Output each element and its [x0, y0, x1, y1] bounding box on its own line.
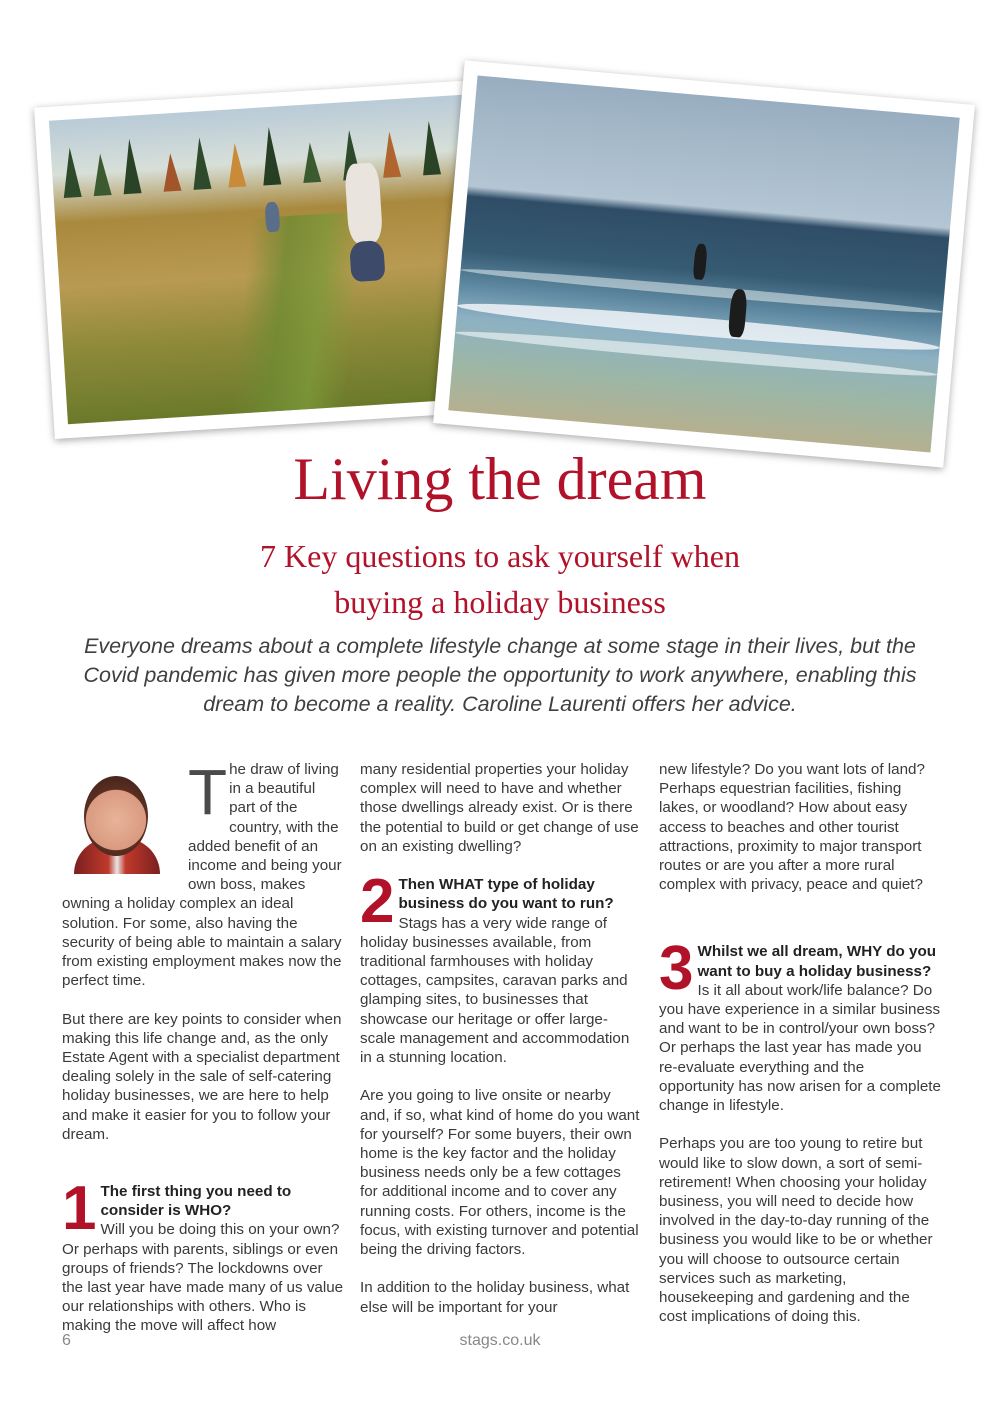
column-1 — [62, 756, 344, 1336]
question-2-text: Stags has a very wide range of holiday businesses available, from traditional farmhouses with holiday cottages, campsites, caravan parks and glamping sites, to businesses that showcase our heritage or offer large-scale management and accommodation in a stunning location. — [360, 914, 630, 1067]
question-number-2: 2 — [360, 867, 395, 937]
question-3-title: Whilst we all dream, WHY do you want to buy a holiday business? — [697, 943, 937, 980]
surf-image — [448, 76, 959, 453]
question-3-text: Is it all about work/life balance? Do you have experience in a similar business and want to be in control/your own boss? Or perhaps the last year has made you re-evaluate everything and the opportunity has now arisen for a complete change in lifestyle. — [659, 981, 941, 1115]
col3-paragraph-3: Perhaps you are too young to retire but would like to slow down, a sort of semi-retirement! When choosing your holiday business, you will need to decide how involved in the day-to-day running of the business you would like to be or whether you will choose to outsource certain services such as marketing, housekeeping and gardening and the cost implications of doing this. — [659, 1135, 933, 1326]
col1-paragraph-1: The draw of living in a beautiful part of the country, with the added benefit of an income and being your own boss, makes owning a holiday complex an ideal solution. For some, also having the security of being able to maintain a salary from existing employment makes now the perfect time. — [62, 756, 342, 990]
col2-paragraph-1: many residential properties your holiday complex will need to have and whether those dwellings already exist. Or is there the potential to build or get change of use on an existing dwelling? — [360, 761, 639, 855]
boy-running — [264, 202, 280, 233]
page-subtitle: 7 Key questions to ask yourself when buying a holiday business — [260, 538, 740, 620]
surfer-1 — [693, 243, 708, 280]
col2-paragraph-3: Are you going to live onsite or nearby and, if so, what kind of home do you want for yourself? For some buyers, their own home is the key factor and the holiday business needs only be a few cottages for additional income and to cover any running costs. For others, income is the focus, with existing turnover and potential being the driving factors. — [360, 1087, 640, 1259]
question-2 — [360, 867, 640, 1067]
column-2 — [360, 760, 640, 1336]
col2-paragraph-4: In addition to the holiday business, what else will be important for your — [360, 1279, 630, 1316]
col3-paragraph-1: new lifestyle? Do you want lots of land? Perhaps equestrian facilities, fishing lakes, or woodland? How about easy access to beaches and other tourist attractions, proximity to major transport routes or are you after a more rural complex with privacy, peace and quiet? — [659, 761, 925, 894]
treeline — [50, 110, 515, 199]
author-photo — [62, 766, 180, 874]
question-1 — [62, 1174, 344, 1336]
drop-cap: T — [188, 756, 228, 828]
column-3 — [659, 760, 941, 1346]
col1-paragraph-2: But there are key points to consider when making this life change and, as the only Estate Agent with a specialist department dealing solely in the sale of self-catering holiday businesses, we are here to help and make it easier for you to follow your dream. — [62, 1010, 342, 1143]
question-1-text: Will you be doing this on your own? Or perhaps with parents, siblings or even groups of friends? The lockdowns over the last year have made many of us value our relationships with others. Who is making the move will affect how — [62, 1221, 344, 1335]
girl-running — [344, 162, 383, 244]
question-2-title: Then WHAT type of holiday business do you want to run? — [398, 876, 614, 913]
intro-standfirst: Everyone dreams about a complete lifestyle change at some stage in their lives, but the Covid pandemic has given more people the opportunity to work anywhere, enabling this dream to become a reality. Caroline Laurenti offers her advice. — [83, 634, 917, 716]
question-3 — [659, 934, 941, 1115]
photo-surfers — [433, 60, 975, 467]
page-title: Living the dream — [293, 446, 707, 512]
question-1-title: The first thing you need to consider is WHO? — [100, 1183, 292, 1220]
question-number-3: 3 — [659, 934, 694, 1004]
website-link[interactable]: stags.co.uk — [459, 1332, 541, 1349]
question-number-1: 1 — [62, 1174, 97, 1244]
page-number: 6 — [62, 1332, 71, 1349]
